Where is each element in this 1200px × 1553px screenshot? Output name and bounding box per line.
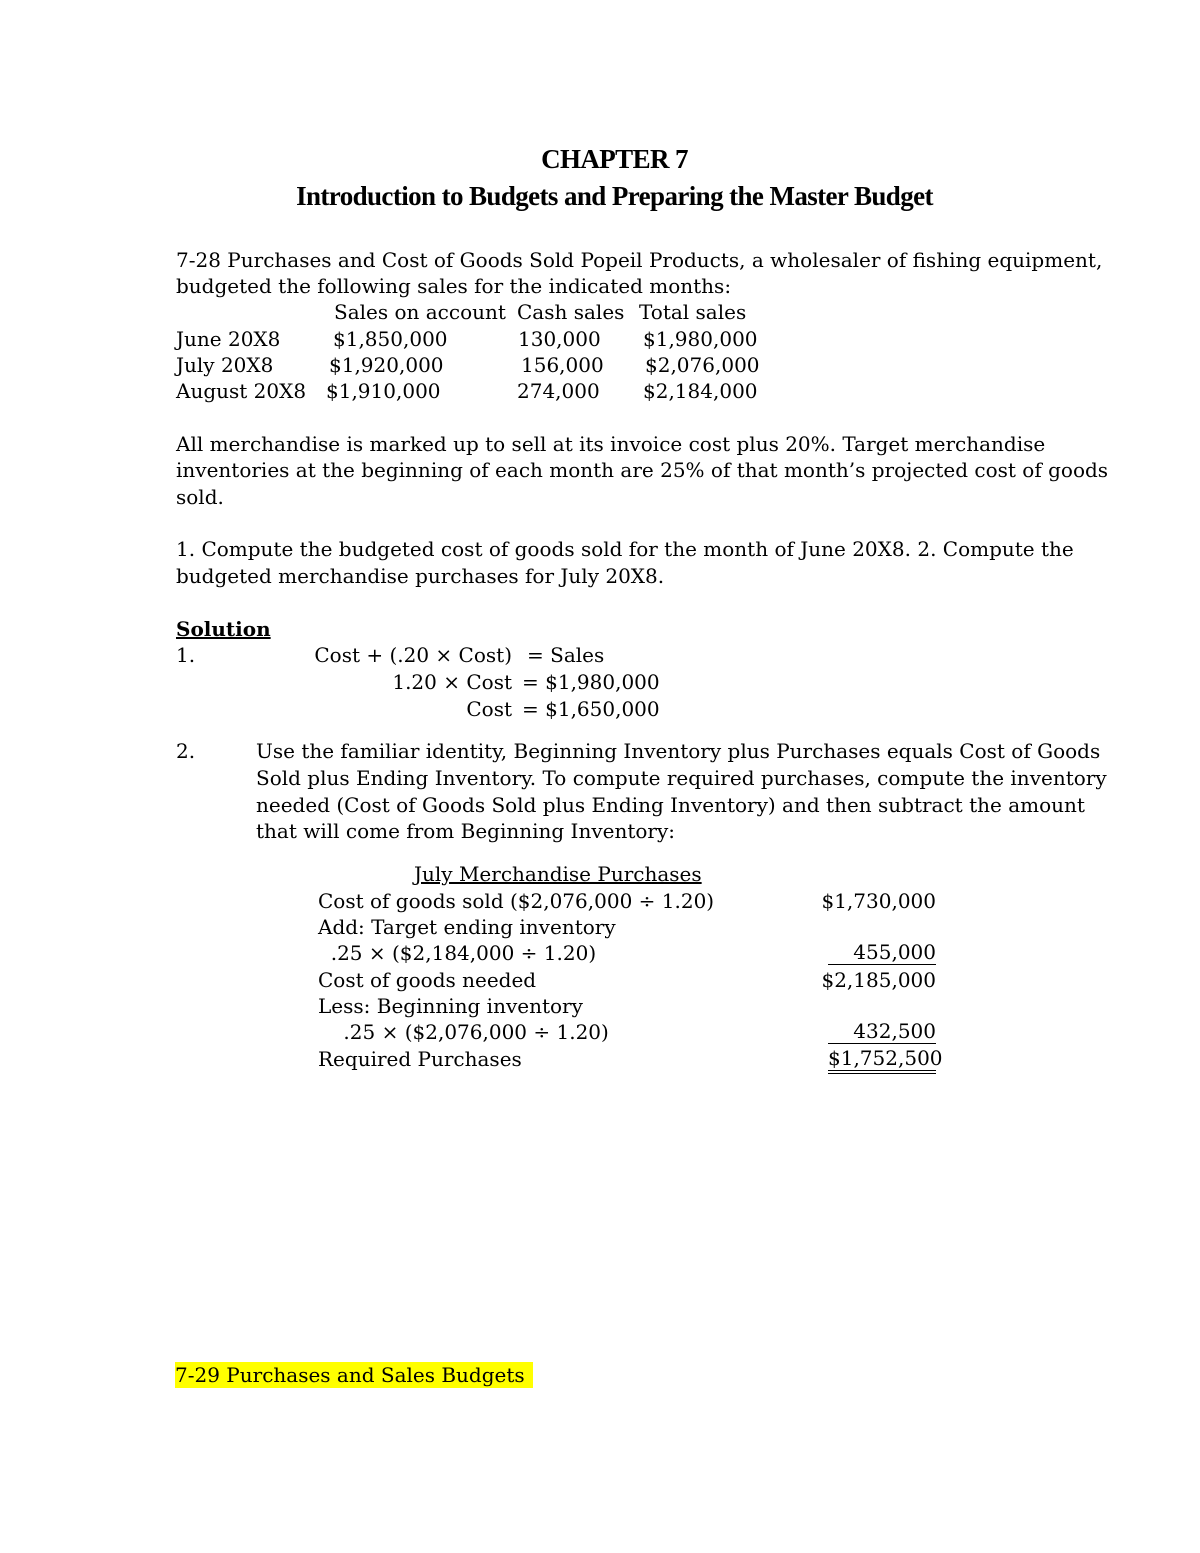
next-problem-heading: 7-29 Purchases and Sales Budgets: [175, 1363, 532, 1387]
schedule-label: .25 × ($2,076,000 ÷ 1.20): [318, 1020, 609, 1044]
table-cell-total: $1,980,000: [643, 327, 758, 351]
equation-lhs: Cost: [466, 697, 512, 721]
equation-rhs: = $1,650,000: [522, 697, 660, 721]
equation-rhs: = $1,980,000: [522, 670, 660, 694]
schedule-label: Cost of goods sold ($2,076,000 ÷ 1.20): [318, 889, 715, 913]
table-cell-cash: 130,000: [518, 327, 601, 351]
part-2-line-1: Use the familiar identity, Beginning Inventory plus Purchases equals Cost of Goods: [256, 739, 1101, 763]
problem-intro-line-2: budgeted the following sales for the indicated months:: [176, 274, 732, 298]
schedule-total-amount: $1,752,500: [828, 1046, 936, 1074]
equation-lhs: Cost + (.20 × Cost): [314, 643, 512, 667]
table-cell-total: $2,184,000: [643, 379, 758, 403]
schedule-amount: 455,000: [828, 940, 936, 965]
schedule-label: Cost of goods needed: [318, 968, 537, 992]
question-line-1: 1. Compute the budgeted cost of goods sold for the month of June 20X8. 2. Compute the: [176, 537, 1074, 561]
schedule-label: Add: Target ending inventory: [318, 915, 616, 939]
table-cell-account: $1,920,000: [329, 353, 444, 377]
table-cell-cash: 156,000: [521, 353, 604, 377]
paragraph-line-3: sold.: [176, 485, 224, 509]
part-2-number: 2.: [176, 739, 196, 763]
table-cell-account: $1,910,000: [326, 379, 441, 403]
table-cell-cash: 274,000: [517, 379, 600, 403]
part-2-line-4: that will come from Beginning Inventory:: [256, 819, 676, 843]
schedule-label: Required Purchases: [318, 1047, 522, 1071]
chapter-number: CHAPTER 7: [541, 144, 688, 174]
schedule-label: .25 × ($2,184,000 ÷ 1.20): [318, 941, 597, 965]
schedule-title: July Merchandise Purchases: [414, 862, 702, 886]
schedule-label: Less: Beginning inventory: [318, 994, 583, 1018]
schedule-amount: $1,730,000: [821, 889, 936, 913]
column-header-total-sales: Total sales: [639, 300, 747, 324]
part-2-line-3: needed (Cost of Goods Sold plus Ending Inventory) and then subtract the amount: [256, 793, 1085, 817]
column-header-cash-sales: Cash sales: [517, 300, 625, 324]
table-row-month: July 20X8: [176, 353, 274, 377]
table-cell-account: $1,850,000: [333, 327, 448, 351]
column-header-sales-on-account: Sales on account: [334, 300, 506, 324]
schedule-amount: 432,500: [828, 1019, 936, 1044]
equation-rhs: = Sales: [527, 643, 605, 667]
problem-intro-line-1: 7-28 Purchases and Cost of Goods Sold Popeil Products, a wholesaler of fishing equipment,: [176, 248, 1103, 272]
table-cell-total: $2,076,000: [645, 353, 760, 377]
paragraph-line-2: inventories at the beginning of each month are 25% of that month’s projected cost of goods: [176, 458, 1109, 482]
chapter-title: Introduction to Budgets and Preparing the Master Budget: [296, 181, 933, 211]
table-row-month: August 20X8: [176, 379, 307, 403]
question-line-2: budgeted merchandise purchases for July 20X8.: [176, 564, 665, 588]
table-row-month: June 20X8: [176, 327, 281, 351]
equation-lhs: 1.20 × Cost: [392, 670, 512, 694]
solution-heading: Solution: [176, 617, 271, 641]
schedule-amount: $2,185,000: [821, 968, 936, 992]
paragraph-line-1: All merchandise is marked up to sell at its invoice cost plus 20%. Target merchandise: [176, 432, 1046, 456]
part-1-number: 1.: [176, 643, 196, 667]
part-2-line-2: Sold plus Ending Inventory. To compute required purchases, compute the inventory: [256, 766, 1107, 790]
